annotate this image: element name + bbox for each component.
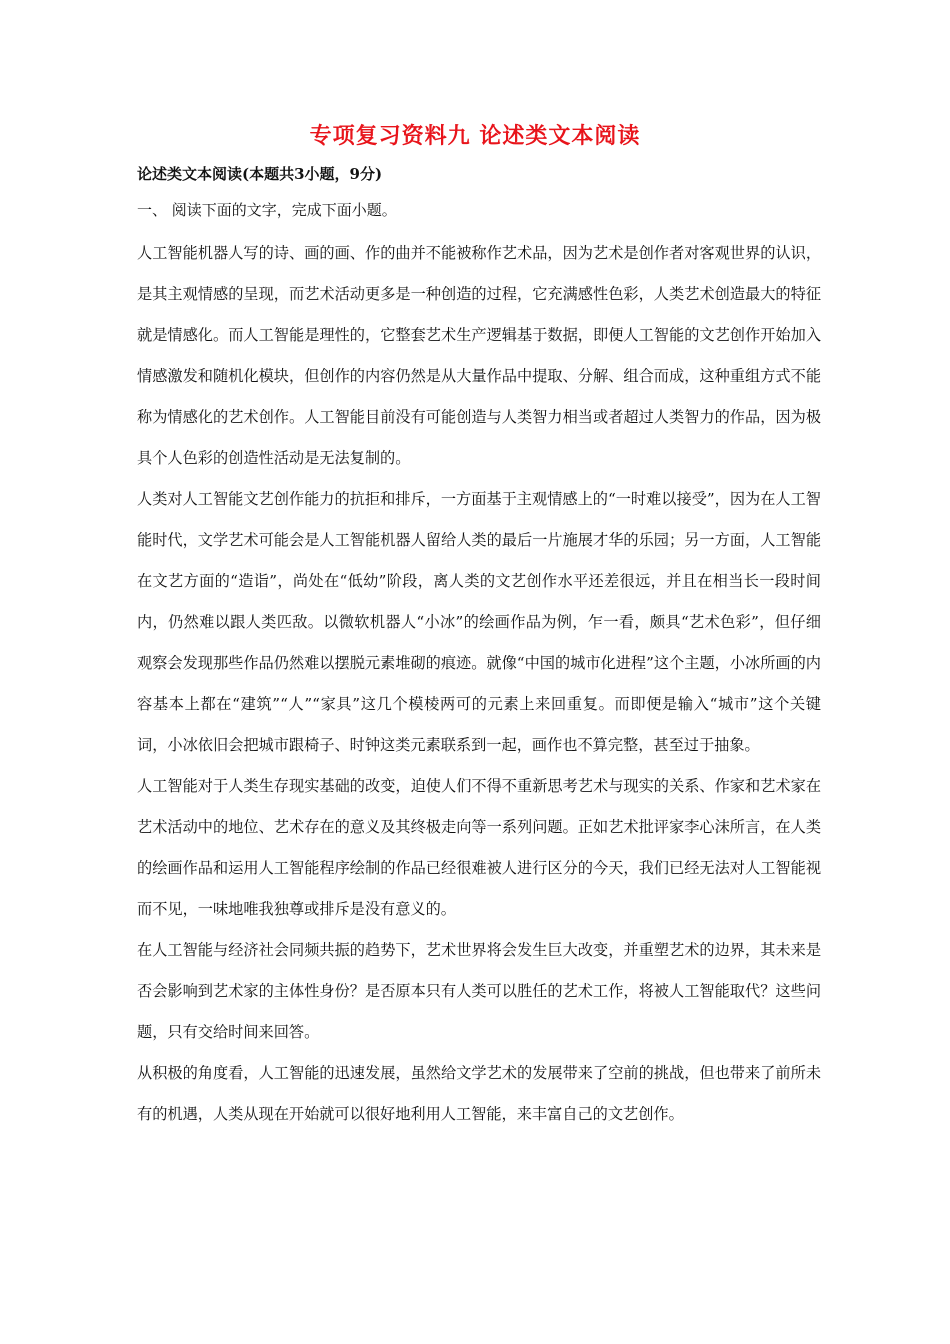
passage-body bbox=[137, 233, 821, 1135]
passage-paragraph-3: 人工智能对于人类生存现实基础的改变，迫使人们不得不重新思考艺术与现实的关系、作家和艺术家在艺术活动中的地位、艺术存在的意义及其终极走向等一系列问题。正如艺术批评家李心沫所言，在人类的绘画作品和运用人工智能程序绘制的作品已经很难被人进行区分的今天，我们已经无法对人工智能视而不见，一味地唯我独尊或排斥是没有意义的。 bbox=[137, 777, 821, 918]
passage-paragraph-4: 在人工智能与经济社会同频共振的趋势下，艺术世界将会发生巨大改变，并重塑艺术的边界，其未来是否会影响到艺术家的主体性身份？是否原本只有人类可以胜任的艺术工作，将被人工智能取代？这些问题，只有交给时间来回答。 bbox=[137, 941, 821, 1041]
section-heading: 论述类文本阅读(本题共3小题，9分) bbox=[137, 165, 383, 183]
passage-paragraph-5: 从积极的角度看，人工智能的迅速发展，虽然给文学艺术的发展带来了空前的挑战，但也带来了前所未有的机遇，人类从现在开始就可以很好地利用人工智能，来丰富自己的文艺创作。 bbox=[137, 1064, 821, 1123]
reading-instruction: 一、 阅读下面的文字，完成下面小题。 bbox=[137, 201, 397, 219]
passage-paragraph-2: 人类对人工智能文艺创作能力的抗拒和排斥，一方面基于主观情感上的“一时难以接受”，因为在人工智能时代，文学艺术可能会是人工智能机器人留给人类的最后一片施展才华的乐园；另一方面，人工智能在文艺方面的“造诣”，尚处在“低幼”阶段，离人类的文艺创作水平还差很远，并且在相当长一段时间内，仍然难以跟人类匹敌。以微软机器人“小冰”的绘画作品为例，乍一看，颇具“艺术色彩”，但仔细观察会发现那些作品仍然难以摆脱元素堆砌的痕迹。就像“中国的城市化进程”这个主题，小冰所画的内容基本上都在“建筑”“人”“家具”这几个模棱两可的元素上来回重复。而即便是输入“城市”这个关键词，小冰依旧会把城市跟椅子、时钟这类元素联系到一起，画作也不算完整，甚至过于抽象。 bbox=[137, 490, 821, 754]
document-title: 专项复习资料九 论述类文本阅读 bbox=[309, 123, 641, 149]
passage-paragraph-1: 人工智能机器人写的诗、画的画、作的曲并不能被称作艺术品，因为艺术是创作者对客观世界的认识，是其主观情感的呈现，而艺术活动更多是一种创造的过程，它充满感性色彩，人类艺术创造最大的特征就是情感化。而人工智能是理性的，它整套艺术生产逻辑基于数据，即便人工智能的文艺创作开始加入情感激发和随机化模块，但创作的内容仍然是从大量作品中提取、分解、组合而成，这种重组方式不能称为情感化的艺术创作。人工智能目前没有可能创造与人类智力相当或者超过人类智力的作品，因为极具个人色彩的创造性活动是无法复制的。 bbox=[137, 244, 821, 467]
